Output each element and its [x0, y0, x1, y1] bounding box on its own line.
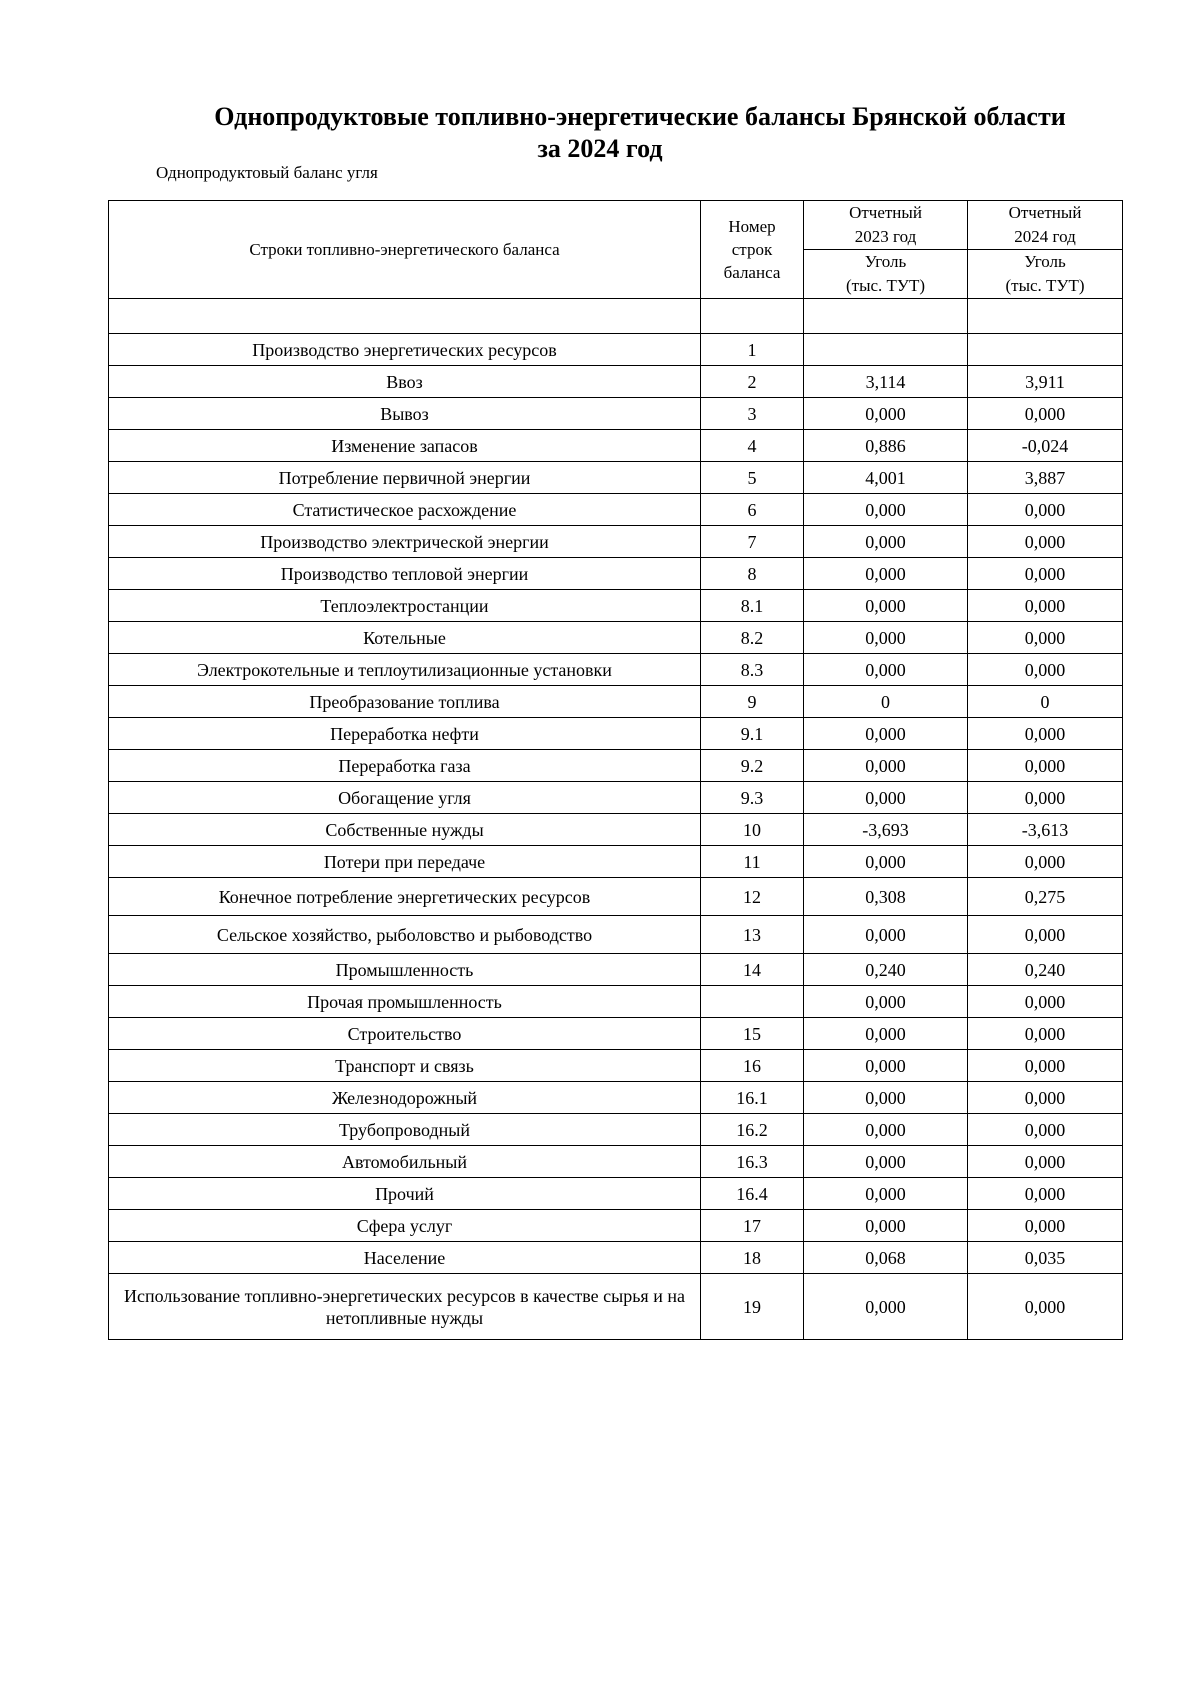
value-2024: 0,000	[968, 654, 1123, 686]
value-2024: 3,887	[968, 462, 1123, 494]
value-2024: 0,000	[968, 1274, 1123, 1340]
value-2024: 0,000	[968, 526, 1123, 558]
value-2023: -3,693	[804, 814, 968, 846]
table-row	[109, 1178, 1123, 1210]
table-row	[109, 1242, 1123, 1274]
header-balance-rows-label: Строки топливно-энергетического баланса	[249, 239, 560, 259]
header-year-2024-line-1: Отчетный	[1008, 203, 1082, 222]
table-row	[109, 718, 1123, 750]
row-number: 16.1	[701, 1082, 804, 1114]
value-2023: 0,000	[804, 1274, 968, 1340]
row-name: Производство электрической энергии	[109, 526, 701, 558]
value-2023: 0,000	[804, 526, 968, 558]
row-name: Переработка газа	[109, 750, 701, 782]
value-2024: 0,000	[968, 1146, 1123, 1178]
empty-cell	[804, 299, 968, 334]
row-number: 14	[701, 954, 804, 986]
table-body	[109, 299, 1123, 1340]
row-number: 9.1	[701, 718, 804, 750]
row-name: Сельское хозяйство, рыболовство и рыбоводство	[109, 916, 701, 954]
value-2023: 0,000	[804, 718, 968, 750]
row-name: Железнодорожный	[109, 1082, 701, 1114]
coal-balance-table	[108, 200, 1123, 1340]
row-name: Промышленность	[109, 954, 701, 986]
table-row	[109, 954, 1123, 986]
row-number: 1	[701, 334, 804, 366]
row-name: Потребление первичной энергии	[109, 462, 701, 494]
table-row	[109, 878, 1123, 916]
value-2023: 0,000	[804, 494, 968, 526]
row-name: Производство энергетических ресурсов	[109, 334, 701, 366]
table-row	[109, 1210, 1123, 1242]
row-name: Электрокотельные и теплоутилизационные установки	[109, 654, 701, 686]
table-row	[109, 750, 1123, 782]
row-number: 5	[701, 462, 804, 494]
row-number: 19	[701, 1274, 804, 1340]
value-2024: 0,000	[968, 846, 1123, 878]
row-number: 16.4	[701, 1178, 804, 1210]
value-2023: 3,114	[804, 366, 968, 398]
row-number: 6	[701, 494, 804, 526]
value-2023: 0,000	[804, 1178, 968, 1210]
row-name: Теплоэлектростанции	[109, 590, 701, 622]
row-name: Прочий	[109, 1178, 701, 1210]
document-title-line-2: за 2024 год	[537, 134, 663, 163]
header-row-number-line-2: строк	[731, 240, 773, 259]
row-name: Население	[109, 1242, 701, 1274]
value-2024: 0,000	[968, 718, 1123, 750]
table-row	[109, 622, 1123, 654]
value-2024: 0,000	[968, 590, 1123, 622]
empty-cell	[968, 299, 1123, 334]
row-name: Строительство	[109, 1018, 701, 1050]
value-2024	[968, 334, 1123, 366]
row-number: 16.2	[701, 1114, 804, 1146]
row-number: 9.3	[701, 782, 804, 814]
header-balance-rows	[109, 201, 701, 299]
row-name: Статистическое расхождение	[109, 494, 701, 526]
row-name: Производство тепловой энергии	[109, 558, 701, 590]
row-number: 18	[701, 1242, 804, 1274]
value-2023: 0,000	[804, 916, 968, 954]
value-2023: 0,000	[804, 398, 968, 430]
value-2023: 0,000	[804, 846, 968, 878]
header-row-number-line-3: баланса	[723, 263, 781, 282]
value-2024: 0,000	[968, 398, 1123, 430]
value-2024: 0,000	[968, 986, 1123, 1018]
table-row	[109, 1114, 1123, 1146]
row-number: 11	[701, 846, 804, 878]
value-2024: 0,000	[968, 782, 1123, 814]
value-2023: 0,000	[804, 1146, 968, 1178]
row-number: 15	[701, 1018, 804, 1050]
row-name: Вывоз	[109, 398, 701, 430]
row-number: 10	[701, 814, 804, 846]
header-unit-2023-line-2: (тыс. ТУТ)	[845, 276, 926, 295]
header-row-number-line-1: Номер	[728, 217, 776, 236]
row-number	[701, 986, 804, 1018]
value-2024: 0,000	[968, 1018, 1123, 1050]
value-2023	[804, 334, 968, 366]
table-row	[109, 430, 1123, 462]
table-row	[109, 686, 1123, 718]
table-row	[109, 1274, 1123, 1340]
row-number: 17	[701, 1210, 804, 1242]
row-number: 7	[701, 526, 804, 558]
value-2023: 0,000	[804, 1082, 968, 1114]
value-2024: 0,035	[968, 1242, 1123, 1274]
header-year-2024	[968, 201, 1123, 250]
value-2023: 0,000	[804, 1050, 968, 1082]
row-number: 9.2	[701, 750, 804, 782]
row-number: 8.1	[701, 590, 804, 622]
header-row-number	[701, 201, 804, 299]
value-2024: 0,000	[968, 1114, 1123, 1146]
row-number: 8.3	[701, 654, 804, 686]
row-name: Котельные	[109, 622, 701, 654]
row-number: 9	[701, 686, 804, 718]
value-2023: 0,000	[804, 750, 968, 782]
value-2023: 0,000	[804, 1114, 968, 1146]
table-row	[109, 1146, 1123, 1178]
table-row	[109, 1018, 1123, 1050]
header-unit-2024-line-1: Уголь	[1024, 252, 1066, 271]
table-row	[109, 814, 1123, 846]
value-2024: 3,911	[968, 366, 1123, 398]
value-2023: 0,000	[804, 1018, 968, 1050]
row-number: 13	[701, 916, 804, 954]
table-row	[109, 654, 1123, 686]
row-number: 12	[701, 878, 804, 916]
value-2024: 0,000	[968, 916, 1123, 954]
value-2023: 0,000	[804, 622, 968, 654]
value-2024: -3,613	[968, 814, 1123, 846]
value-2024: 0,000	[968, 558, 1123, 590]
value-2023: 0,308	[804, 878, 968, 916]
row-name: Сфера услуг	[109, 1210, 701, 1242]
header-unit-2024-line-2: (тыс. ТУТ)	[1005, 276, 1085, 295]
table-row	[109, 558, 1123, 590]
table-row	[109, 366, 1123, 398]
value-2023: 4,001	[804, 462, 968, 494]
table-row	[109, 986, 1123, 1018]
value-2023: 0,000	[804, 558, 968, 590]
value-2023: 0,000	[804, 1210, 968, 1242]
header-year-2023-line-2: 2023 год	[854, 227, 917, 246]
table-row	[109, 1050, 1123, 1082]
value-2023: 0,240	[804, 954, 968, 986]
row-number: 2	[701, 366, 804, 398]
table-row	[109, 398, 1123, 430]
row-name: Прочая промышленность	[109, 986, 701, 1018]
row-name: Автомобильный	[109, 1146, 701, 1178]
row-name: Собственные нужды	[109, 814, 701, 846]
table-subtitle: Однопродуктовый баланс угля	[156, 163, 378, 182]
value-2023: 0,000	[804, 654, 968, 686]
value-2024: 0,000	[968, 750, 1123, 782]
row-name: Использование топливно-энергетических ресурсов в качестве сырья и на нетопливные нужды	[109, 1274, 701, 1340]
value-2023: 0,000	[804, 986, 968, 1018]
row-number: 8	[701, 558, 804, 590]
row-name: Преобразование топлива	[109, 686, 701, 718]
row-name: Ввоз	[109, 366, 701, 398]
value-2024: 0,240	[968, 954, 1123, 986]
table-row	[109, 334, 1123, 366]
row-name: Обогащение угля	[109, 782, 701, 814]
table-row	[109, 916, 1123, 954]
header-unit-2023-line-1: Уголь	[864, 252, 907, 271]
value-2024: 0,275	[968, 878, 1123, 916]
row-number: 3	[701, 398, 804, 430]
value-2024: 0,000	[968, 1082, 1123, 1114]
empty-row	[109, 299, 1123, 334]
table-row	[109, 782, 1123, 814]
value-2023: 0,000	[804, 590, 968, 622]
row-name: Трубопроводный	[109, 1114, 701, 1146]
row-name: Конечное потребление энергетических ресурсов	[109, 878, 701, 916]
header-year-2023	[804, 201, 968, 250]
empty-cell	[701, 299, 804, 334]
header-year-2024-line-2: 2024 год	[1014, 227, 1076, 246]
table-row	[109, 590, 1123, 622]
value-2023: 0,886	[804, 430, 968, 462]
table-row	[109, 526, 1123, 558]
row-number: 4	[701, 430, 804, 462]
value-2024: 0,000	[968, 1210, 1123, 1242]
row-name: Изменение запасов	[109, 430, 701, 462]
value-2024: -0,024	[968, 430, 1123, 462]
value-2024: 0,000	[968, 494, 1123, 526]
row-number: 16.3	[701, 1146, 804, 1178]
table-row	[109, 494, 1123, 526]
document-title-line-1: Однопродуктовые топливно-энергетические балансы Брянской области	[214, 102, 1066, 131]
row-name: Транспорт и связь	[109, 1050, 701, 1082]
value-2024: 0,000	[968, 1178, 1123, 1210]
value-2023: 0,068	[804, 1242, 968, 1274]
value-2023: 0	[804, 686, 968, 718]
row-number: 8.2	[701, 622, 804, 654]
row-number: 16	[701, 1050, 804, 1082]
table-row	[109, 846, 1123, 878]
value-2024: 0,000	[968, 1050, 1123, 1082]
header-row	[109, 201, 1123, 250]
value-2023: 0,000	[804, 782, 968, 814]
row-name: Переработка нефти	[109, 718, 701, 750]
empty-cell	[109, 299, 701, 334]
table-row	[109, 462, 1123, 494]
header-unit-2023	[804, 250, 968, 299]
row-name: Потери при передаче	[109, 846, 701, 878]
table-row	[109, 1082, 1123, 1114]
value-2024: 0	[968, 686, 1123, 718]
value-2024: 0,000	[968, 622, 1123, 654]
header-year-2023-line-1: Отчетный	[849, 203, 922, 222]
header-unit-2024	[968, 250, 1123, 299]
